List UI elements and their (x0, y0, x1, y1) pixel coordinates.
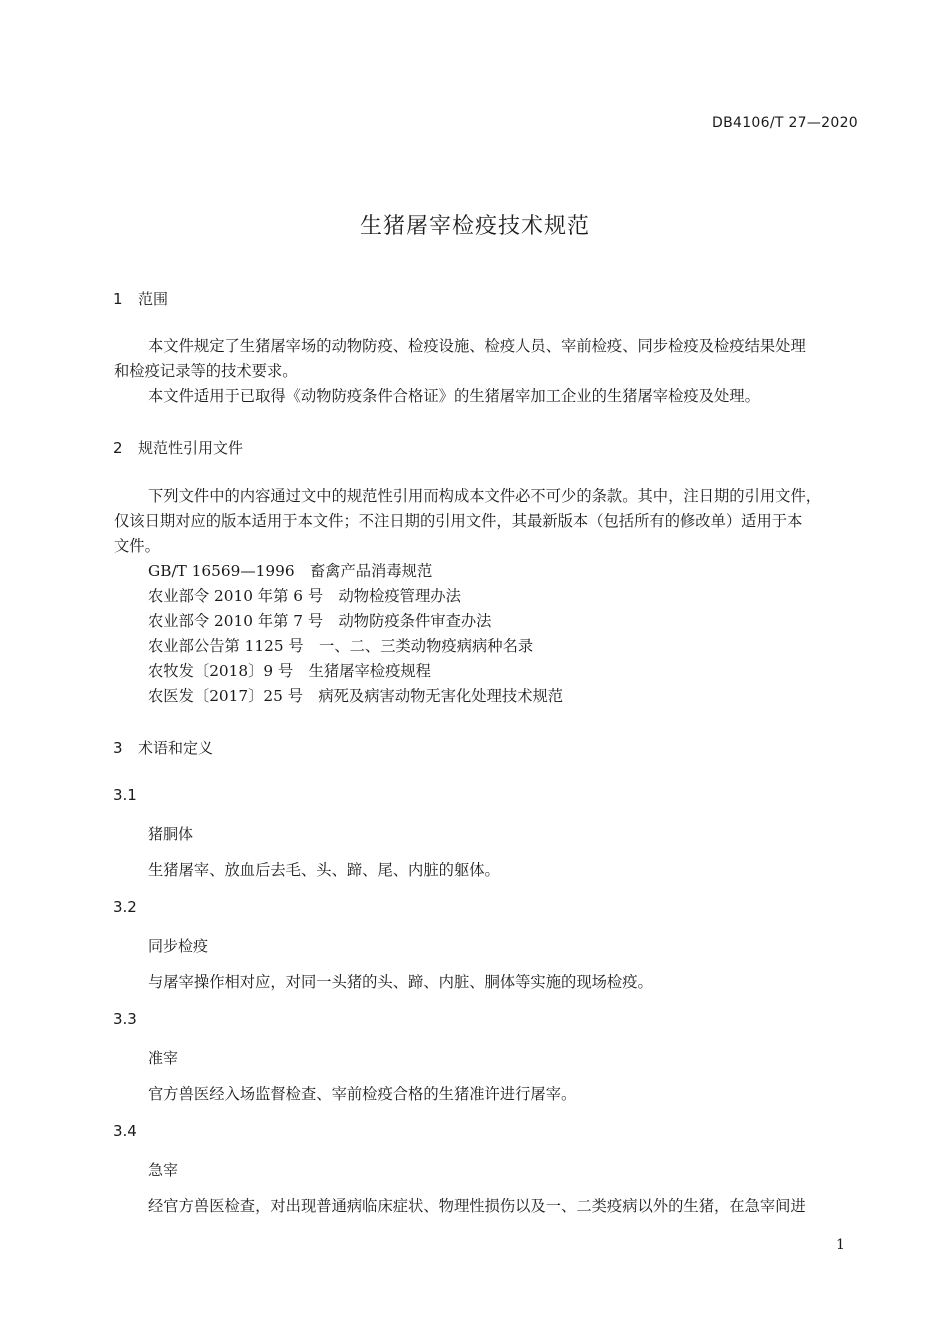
term-definition: 经官方兽医检查，对出现普通病临床症状、物理性损伤以及一、二类疫病以外的生猪，在急宰间进 (148, 1197, 806, 1215)
paragraph-line: 文件。 (114, 537, 160, 555)
paragraph-line: 下列文件中的内容通过文中的规范性引用而构成本文件必不可少的条款。其中，注日期的引用文件， (148, 487, 822, 505)
term-title: 准宰 (148, 1049, 179, 1067)
reference-item: 农业部令 2010 年第 6 号 动物检疫管理办法 (148, 587, 461, 605)
section-title: 范围 (138, 290, 169, 308)
reference-item: 农医发〔2017〕25 号 病死及病害动物无害化处理技术规范 (148, 687, 564, 705)
document-title: 生猪屠宰检疫技术规范 (359, 214, 590, 239)
term-definition: 生猪屠宰、放血后去毛、头、蹄、尾、内脏的躯体。 (148, 861, 500, 879)
term-number: 3.4 (113, 1122, 137, 1140)
page-number: 1 (836, 1237, 845, 1253)
section-number: 2 (113, 439, 123, 457)
term-definition: 官方兽医经入场监督检查、宰前检疫合格的生猪准许进行屠宰。 (148, 1085, 577, 1103)
document-id: DB4106/T 27—2020 (712, 115, 858, 131)
term-title: 同步检疫 (148, 937, 209, 955)
reference-item: GB/T 16569—1996 畜禽产品消毒规范 (148, 562, 433, 580)
reference-item: 农业部公告第 1125 号 一、二、三类动物疫病病种名录 (148, 637, 534, 655)
paragraph-line: 和检疫记录等的技术要求。 (114, 362, 298, 380)
section-heading-2 (113, 437, 243, 458)
term-title: 急宰 (148, 1161, 179, 1179)
term-number: 3.3 (113, 1010, 137, 1028)
reference-item: 农业部令 2010 年第 7 号 动物防疫条件审查办法 (148, 612, 492, 630)
term-number: 3.2 (113, 898, 137, 916)
term-title: 猪胴体 (148, 825, 194, 843)
paragraph-line: 本文件适用于已取得《动物防疫条件合格证》的生猪屠宰加工企业的生猪屠宰检疫及处理。 (148, 387, 760, 405)
section-heading-3 (113, 737, 213, 758)
section-number: 3 (113, 739, 123, 757)
paragraph-line: 仅该日期对应的版本适用于本文件；不注日期的引用文件，其最新版本（包括所有的修改单）适用于本 (114, 512, 803, 530)
section-title: 规范性引用文件 (138, 439, 244, 457)
section-number: 1 (113, 290, 123, 308)
section-title: 术语和定义 (138, 739, 214, 757)
term-number: 3.1 (113, 786, 137, 804)
reference-item: 农牧发〔2018〕9 号 生猪屠宰检疫规程 (148, 662, 431, 680)
term-definition: 与屠宰操作相对应，对同一头猪的头、蹄、内脏、胴体等实施的现场检疫。 (148, 973, 653, 991)
paragraph-line: 本文件规定了生猪屠宰场的动物防疫、检疫设施、检疫人员、宰前检疫、同步检疫及检疫结果处理 (148, 337, 806, 355)
section-heading-1 (113, 288, 168, 309)
